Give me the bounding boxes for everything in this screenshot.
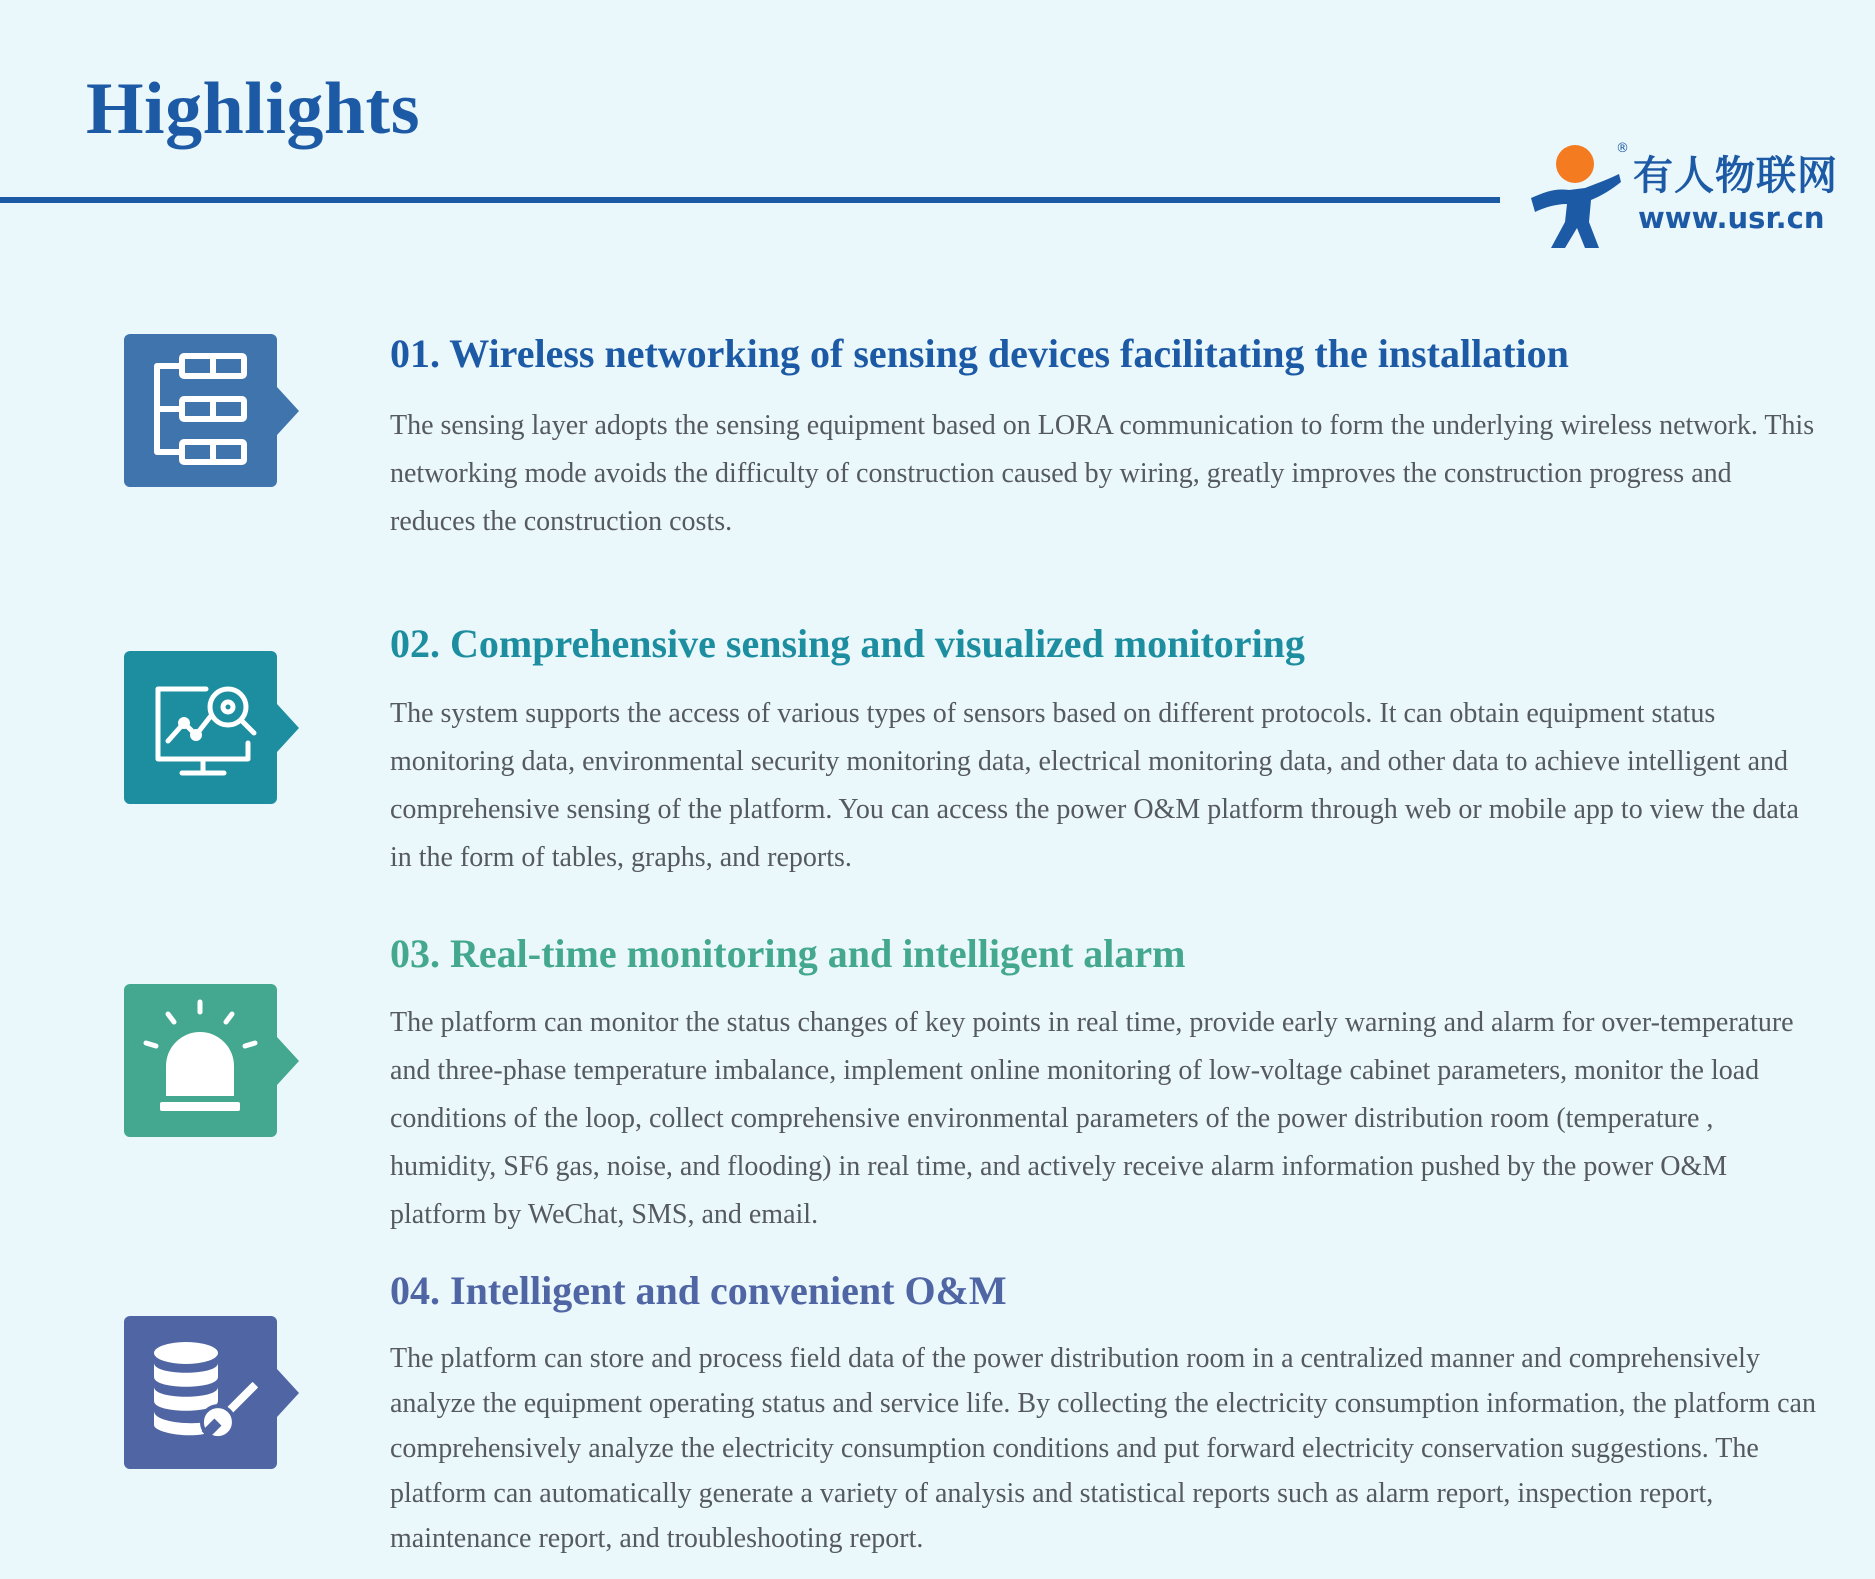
logo-url: www.usr.cn xyxy=(1638,201,1825,235)
logo-chinese-name: 有人物联网 xyxy=(1633,153,1838,199)
feature-03-title: 03. Real-time monitoring and intelligent alarm xyxy=(390,931,1186,976)
alarm-light-icon xyxy=(124,984,277,1137)
feature-01-body: The sensing layer adopts the sensing equipment based on LORA communication to form the underlying wireless network. This networking mode avoids the difficulty of construction caused by wiring, greatly improves the construction progress and reduces the construction costs. xyxy=(390,410,1815,537)
usr-logo xyxy=(1525,138,1855,248)
network-topology-icon xyxy=(124,334,277,487)
feature-04-icon-box xyxy=(124,1316,277,1469)
usr-person-logo-icon xyxy=(1525,138,1629,248)
feature-01-title: 01. Wireless networking of sensing devices facilitating the installation xyxy=(390,331,1569,376)
feature-02-body: The system supports the access of various types of sensors based on different protocols. It can obtain equipment status monitoring data, environmental security monitoring data, electrical monitoring data, and other data to achieve intelligent and comprehensive sensing of the platform. You can access the power O&M platform through web or mobile app to view the data in the form of tables, graphs, and reports. xyxy=(390,698,1799,873)
registered-mark: ® xyxy=(1616,141,1629,156)
feature-04-body: The platform can store and process field data of the power distribution room in a centralized manner and comprehensively analyze the equipment operating status and service life. By collecting the electricity consumption information, the platform can comprehensively analyze the electricity consumption conditions and put forward electricity conservation suggestions. The platform can automatically generate a variety of analysis and statistical reports such as alarm report, inspection report, maintenance report, and troubleshooting report. xyxy=(390,1343,1816,1554)
monitor-analytics-icon xyxy=(124,651,277,804)
feature-01-icon-box xyxy=(124,334,277,487)
page-title: Highlights xyxy=(86,68,420,150)
feature-02-title: 02. Comprehensive sensing and visualized monitoring xyxy=(390,621,1305,666)
feature-04-title: 04. Intelligent and convenient O&M xyxy=(390,1268,1007,1313)
feature-02-icon-box xyxy=(124,651,277,804)
header-divider xyxy=(0,197,1500,203)
database-wrench-icon xyxy=(124,1316,277,1469)
feature-03-icon-box xyxy=(124,984,277,1137)
feature-03-body: The platform can monitor the status changes of key points in real time, provide early warning and alarm for over-temperature and three-phase temperature imbalance, implement online monitoring of low-voltage cabinet parameters, monitor the load conditions of the loop, collect comprehensive environmental parameters of the power distribution room (temperature , humidity, SF6 gas, noise, and flooding) in real time, and actively receive alarm information pushed by the power O&M platform by WeChat, SMS, and email. xyxy=(390,1007,1794,1230)
